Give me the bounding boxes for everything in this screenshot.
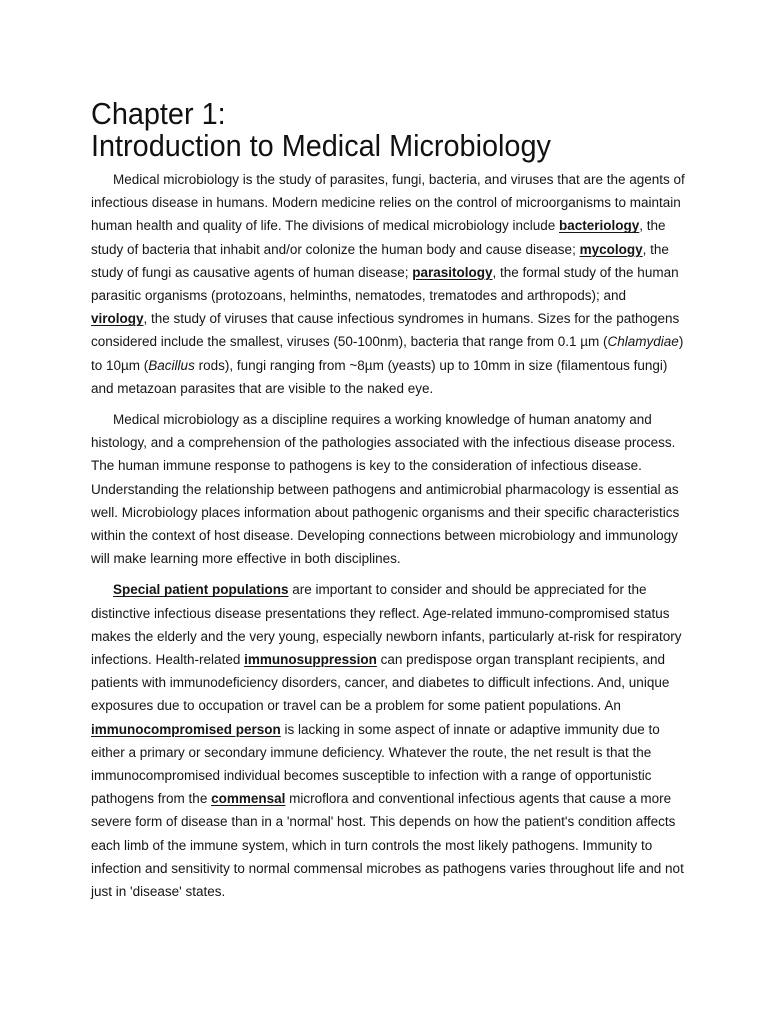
- text-run: , the study of fungi as causative agents of human disease;: [91, 241, 669, 280]
- term-virology: virology: [91, 311, 144, 327]
- paragraph-discipline: Medical microbiology as a discipline requires a working knowledge of human anatomy and histology, and a comprehension of the pathologies associated with the infectious disease process. The human immune response to pathogens is key to the consideration of infectious disease. Understanding the relationship between pathogens and antimicrobial pharmacology is essential as well. Microbiology places information about pathogenic organisms and their specific characteristics within the context of host disease. Developing connections between microbiology and immunology will make learning more effective in both disciplines.: [91, 412, 680, 567]
- text-run: rods), fungi ranging from ~8µm (yeasts) up to 10mm in size (filamentous fungi) and metazoan parasites that are visible to the naked eye.: [91, 357, 668, 396]
- term-special-patient-populations: Special patient populations: [113, 582, 289, 598]
- text-run: are important to consider and should be appreciated for the distinctive infectious disease presentations they reflect. Age-related immuno-compromised status makes the elderly and the very young, especially newborn infants, particularly at-risk for respiratory infections. Health-related: [91, 582, 682, 668]
- term-mycology: mycology: [579, 241, 643, 257]
- term-immunosuppression: immunosuppression: [244, 652, 377, 668]
- italic-bacillus: Bacillus: [148, 357, 195, 373]
- term-bacteriology: bacteriology: [559, 218, 640, 234]
- text-run: ) to 10µm (: [91, 334, 684, 373]
- page-content: [91, 98, 685, 911]
- term-parasitology: parasitology: [412, 264, 493, 280]
- text-run: microflora and conventional infectious agents that cause a more severe form of disease than in a 'normal' host. This depends on how the patient's condition affects each limb of the immune system, which in turn controls the most likely pathogens. Immunity to infection and sensitivity to normal commensal microbes as pathogens varies throughout life and not just in 'disease' states.: [91, 791, 684, 900]
- text-run: Medical microbiology is the study of parasites, fungi, bacteria, and viruses that are the agents of infectious disease in humans. Modern medicine relies on the control of microorganisms to maintain human health and quality of life. The divisions of medical microbiology include: [91, 172, 685, 234]
- chapter-title: [91, 98, 643, 162]
- text-run: , the formal study of the human parasitic organisms (protozoans, helminths, nematodes, trematodes and arthropods); and: [91, 264, 679, 304]
- text-run: is lacking in some aspect of innate or adaptive immunity due to either a primary or secondary immune deficiency. Whatever the route, the net result is that the immunocompromised individual becomes susceptible to infection with a range of opportunistic pathogens from the: [91, 721, 660, 807]
- italic-chlamydiae: Chlamydiae: [607, 334, 679, 350]
- text-run: , the study of viruses that cause infectious syndromes in humans. Sizes for the pathogens considered include the smallest, viruses (50-100nm), bacteria that range from 0.1 µm (: [91, 311, 680, 350]
- chapter-heading: Introduction to Medical Microbiology: [91, 128, 551, 163]
- paragraph-special-populations: [91, 578, 685, 903]
- paragraph-divisions: [91, 168, 685, 400]
- term-immunocompromised-person: immunocompromised person: [91, 721, 281, 737]
- text-run: can predispose organ transplant recipients, and patients with immunodeficiency disorders, cancer, and diabetes to difficult infections. And, unique exposures due to occupation or travel can be a problem for some patient populations. An: [91, 652, 670, 714]
- text-run: , the study of bacteria that inhabit and/or colonize the human body and cause disease;: [91, 218, 666, 257]
- chapter-number: Chapter 1:: [91, 96, 226, 131]
- term-commensal: commensal: [211, 791, 286, 807]
